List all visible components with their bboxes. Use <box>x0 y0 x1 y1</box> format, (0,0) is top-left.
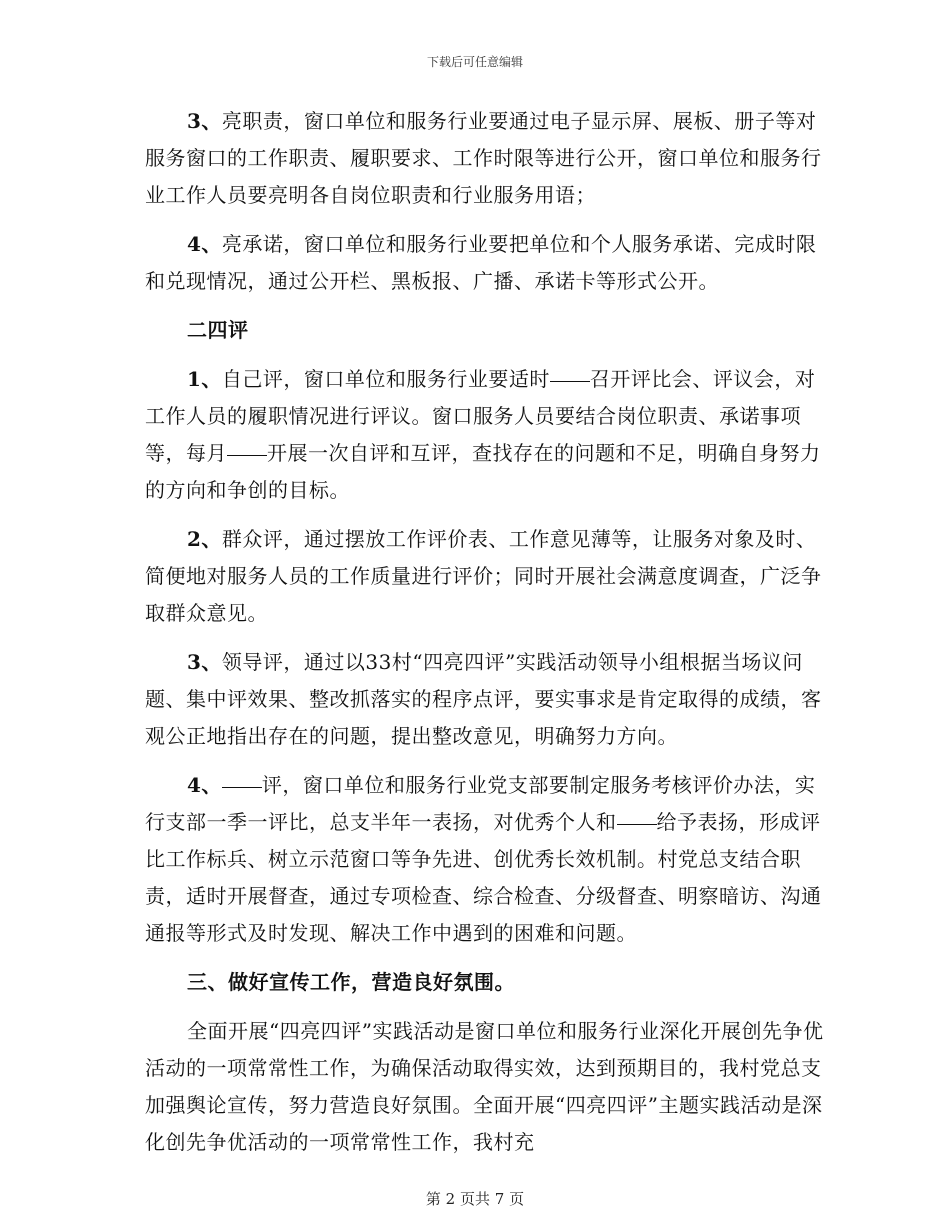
page-header: 下载后可任意编辑 <box>426 55 523 69</box>
paragraph-blank-ping <box>145 767 825 952</box>
item-number: 3、 <box>187 109 222 133</box>
paragraph-text: 开展一次自评和互评，查找存在的问题和不足，明确自身努力的方向和争创的目标。 <box>145 441 821 502</box>
page-footer: 第 2 页共 7 页 <box>425 1190 525 1208</box>
item-number: 3、 <box>187 650 222 674</box>
fill-blank <box>227 454 267 456</box>
section-heading-xuanchuan: 三、做好宣传工作，营造良好氛围。 <box>187 970 515 994</box>
paragraph-liang-chengnuo <box>145 226 825 300</box>
paragraph-lingdao-ping <box>145 644 825 755</box>
paragraph-text: 给予表扬，形成评比工作标兵、树立示范窗口等争先进、创优秀长效机制。村党总支结合职责，适时开展督查，通过专项检查、综合检查、分级督查、明察暗访、沟通通报等形式及时发现、解决工作中遇到的困难和问题。 <box>145 810 822 945</box>
paragraph-ziji-ping <box>145 361 825 509</box>
fill-blank <box>550 380 590 382</box>
document-body <box>145 103 825 1173</box>
paragraph-text: 亮承诺，窗口单位和服务行业要把单位和个人服务承诺、完成时限和兑现情况，通过公开栏、黑板报、广播、承诺卡等形式公开。 <box>145 232 817 293</box>
paragraph-text: 评，窗口单位和服务行业党支部要制定服务考核评价办法，实行支部一季一评比，总支半年一表扬，对优秀个人和 <box>145 773 816 834</box>
item-number: 4、 <box>187 773 222 797</box>
paragraph-text: 亮职责，窗口单位和服务行业要通过电子显示屏、展板、册子等对服务窗口的工作职责、履职要求、工作时限等进行公开，窗口单位和服务行业工作人员要亮明各自岗位职责和行业服务用语； <box>145 109 822 207</box>
item-number: 2、 <box>187 527 222 551</box>
paragraph-text: 群众评，通过摆放工作评价表、工作意见薄等，让服务对象及时、简便地对服务人员的工作质量进行评价；同时开展社会满意度调查，广泛争取群众意见。 <box>145 527 822 625</box>
fill-blank <box>617 823 657 825</box>
paragraph-qunzhong-ping <box>145 521 825 632</box>
paragraph-liang-zhize <box>145 103 825 214</box>
paragraph-text: 自己评，窗口单位和服务行业要适时 <box>221 367 550 391</box>
section-heading-si-ping: 二四评 <box>187 318 249 342</box>
paragraph-text: 领导评，通过以33村“四亮四评”实践活动领导小组根据当场议问题、集中评效果、整改抓落实的程序点评，要实事求是肯定取得的成绩，客观公正地指出存在的问题，提出整改意见，明确努力方向。 <box>145 650 822 748</box>
paragraph-xuanchuan-body: 全面开展“四亮四评”实践活动是窗口单位和服务行业深化开展创先争优活动的一项常常性工作，为确保活动取得实效，达到预期目的，我村党总支加强舆论宣传，努力营造良好氛围。全面开展“四亮四评”主题实践活动是深化创先争优活动的一项常常性工作，我村充 <box>145 1019 824 1154</box>
item-number: 1、 <box>187 367 222 391</box>
paragraph-text: 召开评比会、评议会，对工作人员的履职情况进行评议。窗口服务人员要结合岗位职责、承诺事项等，每月 <box>145 367 816 465</box>
fill-blank <box>222 786 262 788</box>
item-number: 4、 <box>187 232 222 256</box>
